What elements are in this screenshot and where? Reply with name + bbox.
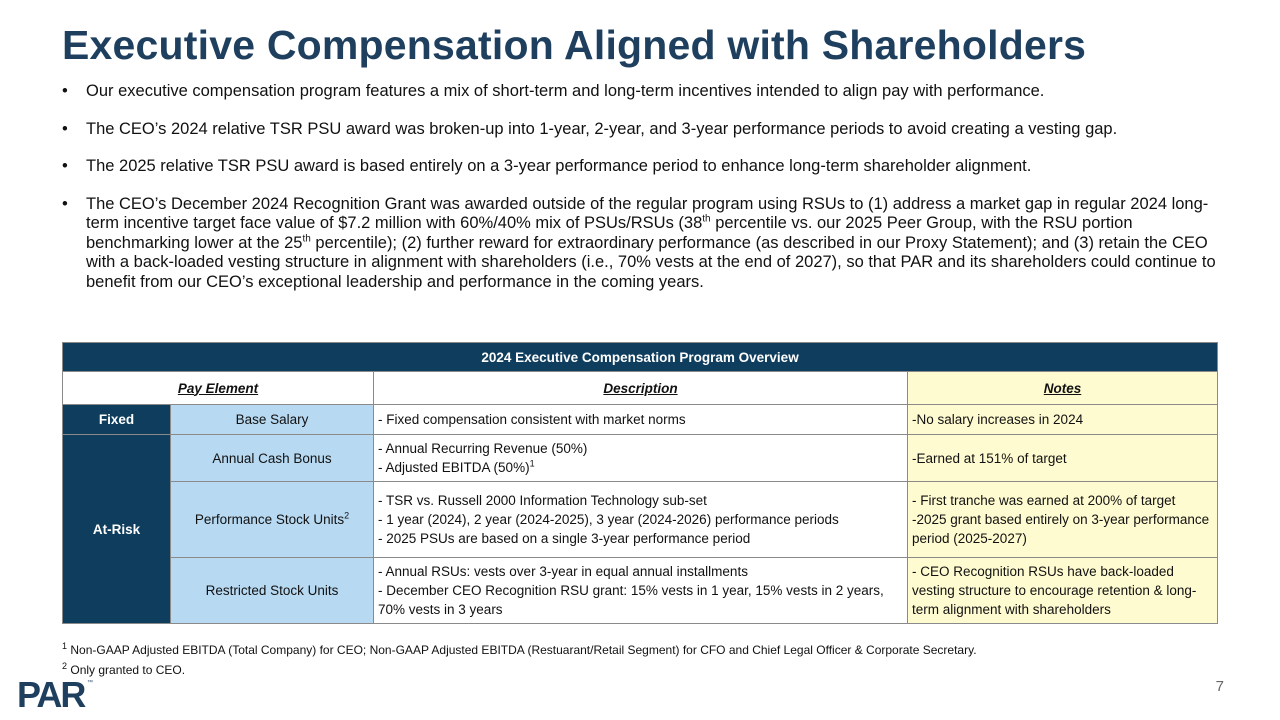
- bullet-item: [62, 195, 1222, 293]
- footnote-1: [62, 640, 977, 660]
- header-description: Description: [374, 372, 908, 405]
- bullet-text: percentile vs. our 2025 Peer Group, with the RSU portion benchmarking lower at the 25: [86, 214, 1133, 252]
- description-line: - TSR vs. Russell 2000 Information Technology sub-set: [378, 493, 707, 508]
- pay-element-cell: Restricted Stock Units: [171, 558, 374, 624]
- bullet-list: [62, 82, 1222, 310]
- slide-title: Executive Compensation Aligned with Shareholders: [62, 22, 1087, 68]
- description-line: - Annual RSUs: vests over 3-year in equal annual installments: [378, 564, 748, 579]
- footnotes: [62, 640, 977, 680]
- table-caption: 2024 Executive Compensation Program Overview: [63, 343, 1218, 372]
- notes-cell: [908, 405, 1218, 435]
- notes-line: -2025 grant based entirely on 3-year performance period (2025-2027): [912, 512, 1210, 546]
- compensation-table: [62, 342, 1218, 624]
- pay-element-label: Performance Stock Units: [194, 512, 345, 527]
- description-line: - Adjusted EBITDA (50%): [378, 460, 530, 475]
- page-number: 7: [1215, 678, 1224, 695]
- superscript: th: [702, 213, 711, 225]
- notes-cell: [908, 558, 1218, 624]
- logo-text: PAR: [17, 674, 85, 712]
- footnote-2: [62, 660, 977, 680]
- notes-line: - First tranche was earned at 200% of target: [912, 493, 1176, 508]
- description-line: - 1 year (2024), 2 year (2024-2025), 3 year (2024-2026) performance periods: [378, 512, 839, 527]
- par-logo: [15, 674, 107, 712]
- footnote-ref: 1: [529, 458, 535, 469]
- notes-line: - CEO Recognition RSUs have back-loaded vesting structure to encourage retention & long-term alignment with shareholders: [912, 564, 1197, 617]
- header-notes: Notes: [908, 372, 1218, 405]
- notes-cell: [908, 482, 1218, 558]
- table-row: [63, 558, 1218, 624]
- table-row: [63, 435, 1218, 482]
- superscript: th: [302, 233, 311, 244]
- group-label-fixed: Fixed: [63, 405, 171, 435]
- bullet-text: percentile); (2) further reward for extraordinary performance (as described in our Proxy Statement); and (3) retain the CEO with a back-loaded vesting structure in alignment with shareholders (i.e., 70% vests at the end of 2027), so that PAR and its shareholders could continue to benefit from our CEO’s exceptional leadership and performance in the coming years.: [86, 233, 1216, 291]
- footnote-mark: 1: [62, 641, 68, 651]
- bullet-item: • The 2025 relative TSR PSU award is based entirely on a 3-year performance period to enhance long-term shareholder alignment.: [62, 157, 1222, 177]
- description-cell: [374, 558, 908, 624]
- bullet-item: • The CEO’s 2024 relative TSR PSU award was broken-up into 1-year, 2-year, and 3-year performance periods to avoid creating a vesting gap.: [62, 120, 1222, 140]
- logo-trademark: ™: [87, 680, 93, 686]
- notes-line: -Earned at 151% of target: [912, 450, 1067, 466]
- table-row: [63, 405, 1218, 435]
- description-cell: [374, 482, 908, 558]
- description-line: - Annual Recurring Revenue (50%): [378, 441, 588, 456]
- description-line: - December CEO Recognition RSU grant: 15% vests in 1 year, 15% vests in 2 years, 70% vests in 3 years: [378, 583, 884, 617]
- footnote-text: Only granted to CEO.: [70, 663, 186, 677]
- bullet-item: • Our executive compensation program features a mix of short-term and long-term incentives intended to align pay with performance.: [62, 82, 1222, 102]
- bullet-text: The CEO’s December 2024 Recognition Grant was awarded outside of the regular program using RSUs to (1) address a market gap in regular 2024 long-term incentive target face value of $7.2 million with 60%/40% mix of PSUs/RSUs (38: [86, 194, 1209, 232]
- description-line: - 2025 PSUs are based on a single 3-year performance period: [378, 531, 751, 546]
- footnote-ref: 2: [344, 510, 350, 521]
- description-cell: [374, 405, 908, 435]
- pay-element-cell: Base Salary: [171, 405, 374, 435]
- footnote-mark: 2: [62, 661, 68, 671]
- notes-line: -No salary increases in 2024: [912, 412, 1084, 427]
- description-cell: [374, 435, 908, 482]
- table-row: [63, 482, 1218, 558]
- header-pay-element: Pay Element: [63, 372, 374, 405]
- description-line: - Fixed compensation consistent with market norms: [378, 412, 686, 427]
- pay-element-cell: [171, 482, 374, 558]
- description-line-wrap: [378, 458, 903, 477]
- footnote-text: Non-GAAP Adjusted EBITDA (Total Company) for CEO; Non-GAAP Adjusted EBITDA (Restuarant/Retail Segment) for CFO and Chief Legal Officer & Corporate Secretary.: [70, 643, 977, 657]
- group-label-at-risk: At-Risk: [63, 435, 171, 624]
- pay-element-cell: Annual Cash Bonus: [171, 435, 374, 482]
- notes-cell: [908, 435, 1218, 482]
